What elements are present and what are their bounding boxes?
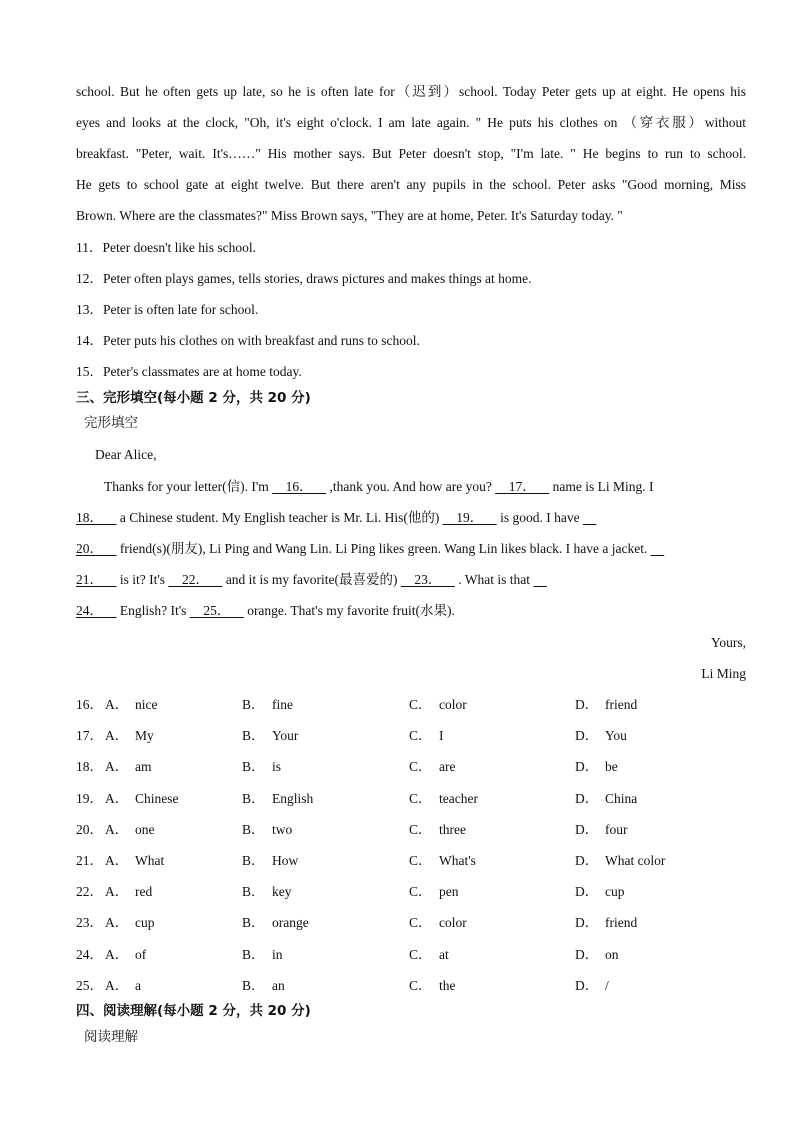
option-b[interactable] [242, 914, 309, 932]
question-number: 22． [76, 884, 103, 900]
option-text: I [439, 728, 444, 744]
blank-17[interactable]: 17． [495, 479, 550, 494]
option-text: a [135, 977, 141, 993]
option-d[interactable] [575, 790, 637, 808]
section-3-heading: 三、完形填空(每小题 2 分，共 20 分) [76, 390, 311, 406]
option-letter: D． [575, 853, 599, 868]
option-b[interactable] [242, 946, 283, 964]
option-text: Chinese [135, 790, 179, 806]
section-3-subheading: 完形填空 [84, 415, 138, 431]
option-letter: B． [242, 697, 265, 712]
option-text: color [439, 915, 467, 931]
option-letter: B． [242, 915, 265, 931]
question-row [76, 946, 746, 964]
option-b[interactable] [242, 883, 292, 901]
letter-signature: Li Ming [701, 666, 746, 681]
passage-line: school. But he often gets up late, so he is often late for（迟到）school. Today Peter gets up at eight. He opens his [76, 84, 746, 99]
option-text: am [135, 759, 152, 775]
option-c[interactable] [409, 977, 456, 995]
option-b[interactable] [242, 696, 293, 714]
option-a[interactable] [105, 696, 158, 714]
option-c[interactable] [409, 727, 444, 745]
option-letter: C． [409, 728, 432, 744]
section-4-subheading: 阅读理解 [84, 1029, 138, 1045]
option-text: What [135, 853, 165, 868]
question-row [76, 977, 746, 995]
option-b[interactable] [242, 852, 298, 870]
option-d[interactable] [575, 727, 627, 745]
option-text: color [439, 697, 467, 712]
section-4-heading: 四、阅读理解(每小题 2 分，共 20 分) [76, 1003, 311, 1019]
question-number: 24． [76, 946, 103, 962]
option-c[interactable] [409, 758, 455, 776]
blank-20-lead[interactable] [583, 510, 597, 525]
statement-14: 14．Peter puts his clothes on with breakfast and runs to school. [76, 333, 420, 348]
option-text: nice [135, 697, 158, 712]
statement-15: 15．Peter's classmates are at home today. [76, 364, 302, 379]
passage-line: eyes and looks at the clock, "Oh, it's eight o'clock. I am late again. " He puts his clothes on （穿衣服）without [76, 115, 746, 130]
option-text: one [135, 821, 155, 837]
passage-line: He gets to school gate at eight twelve. But there aren't any pupils in the school. Peter asks "Good morning, Miss [76, 177, 746, 192]
letter-closing: Yours, [710, 635, 746, 650]
option-letter: A． [105, 821, 129, 837]
option-text: teacher [439, 790, 478, 806]
option-text: Your [272, 728, 299, 744]
option-d[interactable] [575, 883, 625, 901]
letter-greeting: Dear Alice, [95, 447, 157, 462]
option-text: / [605, 977, 609, 993]
blank-20[interactable]: 20． [76, 541, 117, 556]
option-a[interactable] [105, 914, 155, 932]
option-text: two [272, 821, 293, 837]
blank-21-lead[interactable] [651, 541, 665, 556]
option-letter: A． [105, 915, 129, 931]
blank-22[interactable]: 22． [168, 572, 223, 587]
option-a[interactable] [105, 790, 179, 808]
question-row [76, 758, 746, 776]
option-text: orange [272, 915, 309, 931]
option-letter: C． [409, 790, 432, 806]
option-letter: B． [242, 821, 265, 837]
letter-line: 21． is it? It's 22． and it is my favorite(最喜爱的) 23． . What is that [76, 571, 547, 589]
statement-13: 13．Peter is often late for school. [76, 302, 259, 317]
question-row [76, 852, 746, 870]
letter-line: 24． English? It's 25． orange. That's my favorite fruit(水果). [76, 603, 455, 618]
blank-19[interactable]: 19． [442, 510, 497, 525]
letter-line: 18． a Chinese student. My English teacher is Mr. Li. His(他的) 19． is good. I have [76, 509, 596, 527]
option-text: friend [605, 915, 638, 931]
option-a[interactable] [105, 821, 155, 839]
option-d[interactable] [575, 946, 619, 964]
option-letter: A． [105, 728, 129, 744]
option-a[interactable] [105, 852, 164, 870]
blank-23[interactable]: 23． [400, 572, 455, 587]
option-text: pen [439, 884, 459, 900]
question-row [76, 696, 746, 714]
option-letter: D． [575, 759, 599, 775]
option-letter: B． [242, 759, 265, 775]
option-text: cup [135, 915, 155, 931]
blank-21[interactable]: 21． [76, 572, 117, 587]
question-number: 25． [76, 977, 103, 993]
option-letter: D． [575, 884, 599, 900]
option-letter: A． [105, 946, 129, 962]
option-letter: C． [409, 946, 432, 962]
option-letter: C． [409, 853, 432, 868]
option-text: English [272, 790, 314, 806]
option-c[interactable] [409, 696, 467, 714]
statement-11: 11．Peter doesn't like his school. [76, 240, 257, 255]
option-text: red [135, 884, 153, 900]
option-d[interactable] [575, 821, 628, 839]
question-number: 21． [76, 853, 103, 868]
option-letter: C． [409, 915, 432, 931]
option-c[interactable] [409, 852, 476, 870]
option-letter: A． [105, 697, 129, 712]
option-letter: D． [575, 946, 599, 962]
option-text: My [135, 728, 154, 744]
option-text: What color [605, 853, 666, 868]
option-c[interactable] [409, 790, 478, 808]
option-letter: B． [242, 728, 265, 744]
option-text: in [272, 946, 283, 962]
option-text: three [439, 821, 466, 837]
option-text: What's [439, 853, 476, 868]
option-letter: A． [105, 884, 129, 900]
question-number: 20． [76, 821, 103, 837]
option-letter: C． [409, 821, 432, 837]
option-letter: D． [575, 790, 599, 806]
option-letter: B． [242, 884, 265, 900]
blank-24[interactable]: 24． [76, 603, 117, 618]
option-text: of [135, 946, 147, 962]
letter-line: Thanks for your letter(信). I'm 16． ,thank you. And how are you? 17． name is Li Ming. I [104, 479, 654, 494]
question-row [76, 821, 746, 839]
option-letter: B． [242, 946, 265, 962]
option-d[interactable] [575, 914, 637, 932]
question-number: 18． [76, 759, 103, 775]
option-a[interactable] [105, 727, 154, 745]
question-row [76, 727, 746, 745]
passage-line: breakfast. "Peter, wait. It's……" His mother says. But Peter doesn't stop, "I'm late. " He begins to run to school. [76, 146, 746, 161]
option-letter: C． [409, 759, 432, 775]
option-c[interactable] [409, 946, 449, 964]
option-text: How [272, 853, 299, 868]
option-b[interactable] [242, 758, 281, 776]
option-text: an [272, 977, 285, 993]
letter-line: 20． friend(s)(朋友), Li Ping and Wang Lin. Li Ping likes green. Wang Lin likes black. I have a jacket. [76, 540, 664, 558]
option-text: the [439, 977, 456, 993]
option-a[interactable] [105, 977, 141, 995]
option-text: at [439, 946, 449, 962]
option-letter: D． [575, 977, 599, 993]
option-text: fine [272, 697, 293, 712]
option-text: be [605, 759, 618, 775]
option-a[interactable] [105, 883, 152, 901]
option-letter: D． [575, 915, 599, 931]
blank-24-lead[interactable] [533, 572, 547, 587]
option-letter: A． [105, 790, 129, 806]
passage-line: Brown. Where are the classmates?" Miss Brown says, "They are at home, Peter. It's Saturday today. " [76, 208, 623, 223]
option-text: four [605, 821, 628, 837]
question-row [76, 790, 746, 808]
option-letter: B． [242, 977, 265, 993]
question-row [76, 883, 746, 901]
option-d[interactable] [575, 852, 665, 870]
option-d[interactable] [575, 977, 609, 995]
option-d[interactable] [575, 696, 637, 714]
option-c[interactable] [409, 914, 467, 932]
question-number: 17． [76, 728, 103, 744]
option-b[interactable] [242, 977, 285, 995]
option-letter: C． [409, 884, 432, 900]
option-c[interactable] [409, 821, 466, 839]
question-number: 23． [76, 915, 103, 931]
option-c[interactable] [409, 883, 459, 901]
option-letter: D． [575, 697, 599, 712]
option-text: is [272, 759, 282, 775]
statement-12: 12．Peter often plays games, tells stories, draws pictures and makes things at home. [76, 271, 532, 286]
option-b[interactable] [242, 790, 313, 808]
option-letter: D． [575, 728, 599, 744]
option-text: cup [605, 884, 625, 900]
option-letter: C． [409, 977, 432, 993]
option-text: are [439, 759, 456, 775]
option-letter: B． [242, 790, 265, 806]
option-d[interactable] [575, 758, 618, 776]
option-text: key [272, 884, 292, 900]
option-text: You [605, 728, 627, 744]
blank-16[interactable]: 16． [272, 479, 327, 494]
question-row [76, 914, 746, 932]
blank-18[interactable]: 18． [76, 510, 117, 525]
option-letter: A． [105, 759, 129, 775]
option-a[interactable] [105, 758, 152, 776]
option-letter: A． [105, 977, 129, 993]
option-text: friend [605, 697, 638, 712]
option-letter: A． [105, 853, 129, 868]
option-a[interactable] [105, 946, 146, 964]
blank-25[interactable]: 25． [189, 603, 244, 618]
question-number: 19． [76, 790, 103, 806]
question-number: 16． [76, 697, 103, 712]
option-text: China [605, 790, 638, 806]
option-letter: D． [575, 821, 599, 837]
option-b[interactable] [242, 821, 292, 839]
option-letter: C． [409, 697, 432, 712]
option-text: on [605, 946, 619, 962]
option-b[interactable] [242, 727, 298, 745]
option-letter: B． [242, 853, 265, 868]
